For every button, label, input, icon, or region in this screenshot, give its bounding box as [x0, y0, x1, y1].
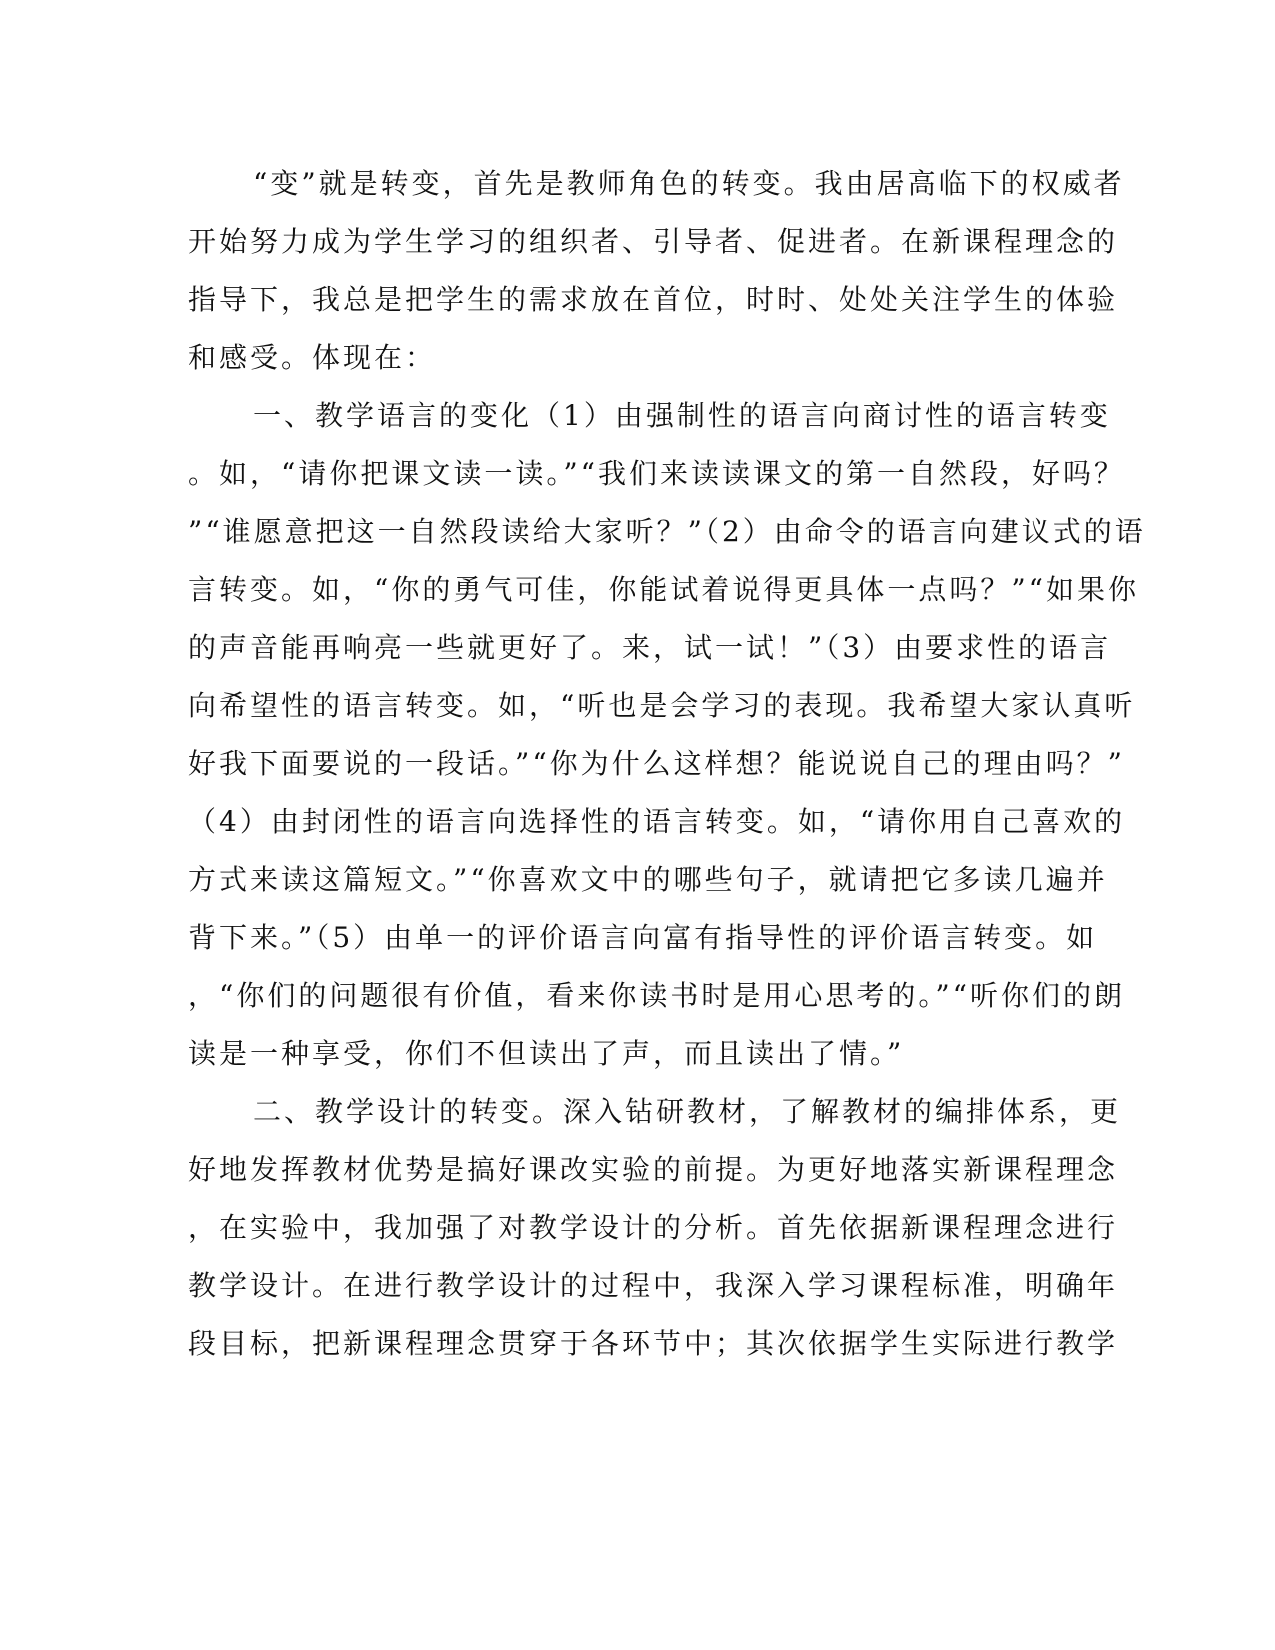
text-line: ，“你们的问题很有价值，看来你读书时是用心思考的。”“听你们的朗 [188, 979, 1125, 1012]
text-line: （4）由封闭性的语言向选择性的语言转变。如，“请你用自己喜欢的 [188, 805, 1126, 838]
text-line: ，在实验中，我加强了对教学设计的分析。首先依据新课程理念进行 [188, 1211, 1119, 1244]
text-line: 向希望性的语言转变。如，“听也是会学习的表现。我希望大家认真听 [188, 689, 1136, 722]
text-line: 教学设计。在进行教学设计的过程中，我深入学习课程标准，明确年 [188, 1269, 1119, 1302]
text-line: 开始努力成为学生学习的组织者、引导者、促进者。在新课程理念的 [188, 225, 1119, 258]
text-line: “变”就是转变，首先是教师角色的转变。我由居高临下的权威者 [253, 167, 1125, 200]
text-line: ”“谁愿意把这一自然段读给大家听？”（2）由命令的语言向建议式的语 [188, 515, 1146, 548]
text-line: 好我下面要说的一段话。”“你为什么这样想？能说说自己的理由吗？” [188, 747, 1125, 780]
text-line: 。如，“请你把课文读一读。”“我们来读读课文的第一自然段，好吗？ [188, 457, 1125, 490]
text-line: 言转变。如，“你的勇气可佳，你能试着说得更具体一点吗？”“如果你 [188, 573, 1139, 606]
text-line: 一、教学语言的变化（1）由强制性的语言向商讨性的语言转变 [253, 399, 1111, 432]
text-line: 指导下，我总是把学生的需求放在首位，时时、处处关注学生的体验 [188, 283, 1119, 316]
text-line: 二、教学设计的转变。深入钻研教材，了解教材的编排体系，更 [253, 1095, 1122, 1128]
text-line: 方式来读这篇短文。”“你喜欢文中的哪些句子，就请把它多读几遍并 [188, 863, 1108, 896]
text-line: 段目标，把新课程理念贯穿于各环节中；其次依据学生实际进行教学 [188, 1327, 1119, 1360]
text-line: 和感受。体现在： [188, 341, 437, 374]
text-line: 的声音能再响亮一些就更好了。来，试一试！”（3）由要求性的语言 [188, 631, 1112, 664]
text-line: 背下来。”（5）由单一的评价语言向富有指导性的评价语言转变。如 [188, 921, 1098, 954]
text-line: 好地发挥教材优势是搞好课改实验的前提。为更好地落实新课程理念 [188, 1153, 1119, 1186]
text-line: 读是一种享受，你们不但读出了声，而且读出了情。” [188, 1037, 905, 1070]
